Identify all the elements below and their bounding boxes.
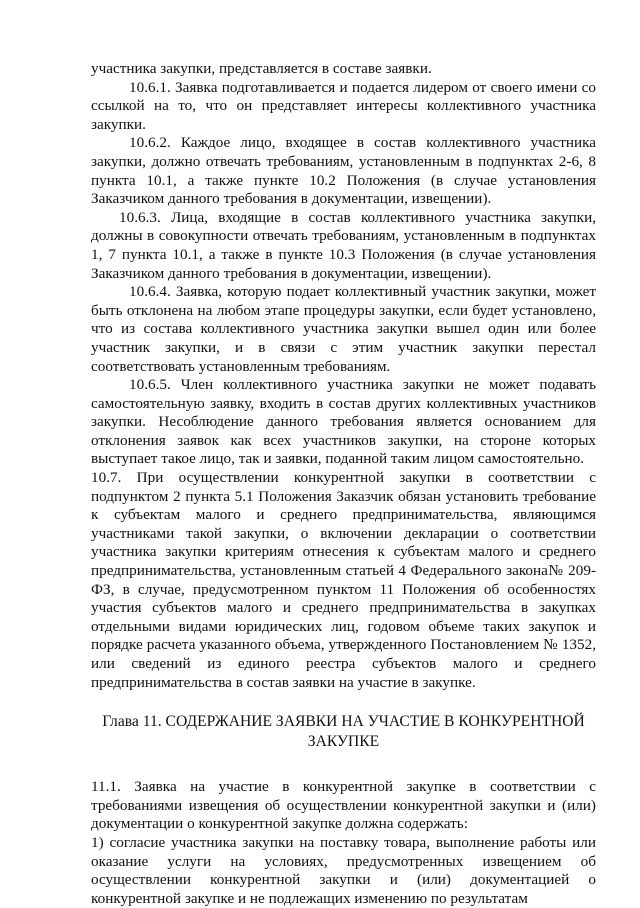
paragraph-10-6-4: 10.6.4. Заявка, которую подает коллективный участник закупки, может быть отклонена на любом этапе процедуры закупки, если будет установлено, что из состава коллективного участника закупки вышел один или более участник закупки, и в связи с этим участник закупки перестал соответствовать установленным требованиям. bbox=[91, 283, 596, 375]
paragraph-11-1-item-1: 1) согласие участника закупки на поставку товара, выполнение работы или оказание услуги на условиях, предусмотренных извещением об осуществлении конкурентной закупки и (или) документацией о конкурентной закупке и не подлежащих изменению по результатам bbox=[91, 833, 596, 907]
paragraph-10-7: 10.7. При осуществлении конкурентной закупки в соответствии с подпунктом 2 пункта 5.1 Положения Заказчик обязан установить требование к субъектам малого и среднего предпринимательства, являющимся участниками такой закупки, о включении декларации о соответствии участника закупки критериям отнесения к субъектам малого и среднего предпринимательства, установленным статьей 4 Федерального закона№ 209-ФЗ, в случае, предусмотренном пунктом 11 Положения об особенностях участия субъектов малого и среднего предпринимательства в закупках отдельными видами юридических лиц, годовом объеме таких закупок и порядке расчета указанного объема, утвержденного Постановлением № 1352, или сведений из единого реестра субъектов малого и среднего предпринимательства в состав заявки на участие в закупке. bbox=[91, 469, 596, 691]
paragraph-continuation: участника закупки, представляется в составе заявки. bbox=[91, 60, 432, 77]
paragraph-10-6-1: 10.6.1. Заявка подготавливается и подается лидером от своего имени со ссылкой на то, что он представляет интересы коллективного участника закупки. bbox=[91, 78, 596, 133]
paragraph-10-6-3: 10.6.3. Лица, входящие в состав коллективного участника закупки, должны в совокупности отвечать требованиям, установленным в подпунктах 1, 7 пункта 10.1, а также в пункте 10.3 Положения (в случае установления Заказчиком данного требования в документации, извещении). bbox=[91, 208, 596, 282]
paragraph-10-6-2: 10.6.2. Каждое лицо, входящее в состав коллективного участника закупки, должно отвечать требованиям, установленным в подпунктах 2-6, 8 пункта 10.1, а также пункте 10.2 Положения (в случае установления Заказчиком данного требования в документации, извещении). bbox=[91, 134, 596, 208]
paragraph-10-6-5: 10.6.5. Член коллективного участника закупки не может подавать самостоятельную заявку, входить в состав других коллективных участников закупки. Несоблюдение данного требования является основанием для отклонения заявок как всех участников закупки, на стороне которых выступает такое лицо, так и заявки, поданной таким лицом самостоятельно. bbox=[91, 376, 596, 468]
document-body bbox=[91, 60, 596, 908]
chapter-heading: Глава 11. СОДЕРЖАНИЕ ЗАЯВКИ НА УЧАСТИЕ В КОНКУРЕНТНОЙ ЗАКУПКЕ bbox=[102, 713, 585, 751]
paragraph-11-1: 11.1. Заявка на участие в конкурентной закупке в соответствии с требованиями извещения об осуществлении конкурентной закупки и (или) документации о конкурентной закупке должна содержать: bbox=[91, 778, 596, 833]
